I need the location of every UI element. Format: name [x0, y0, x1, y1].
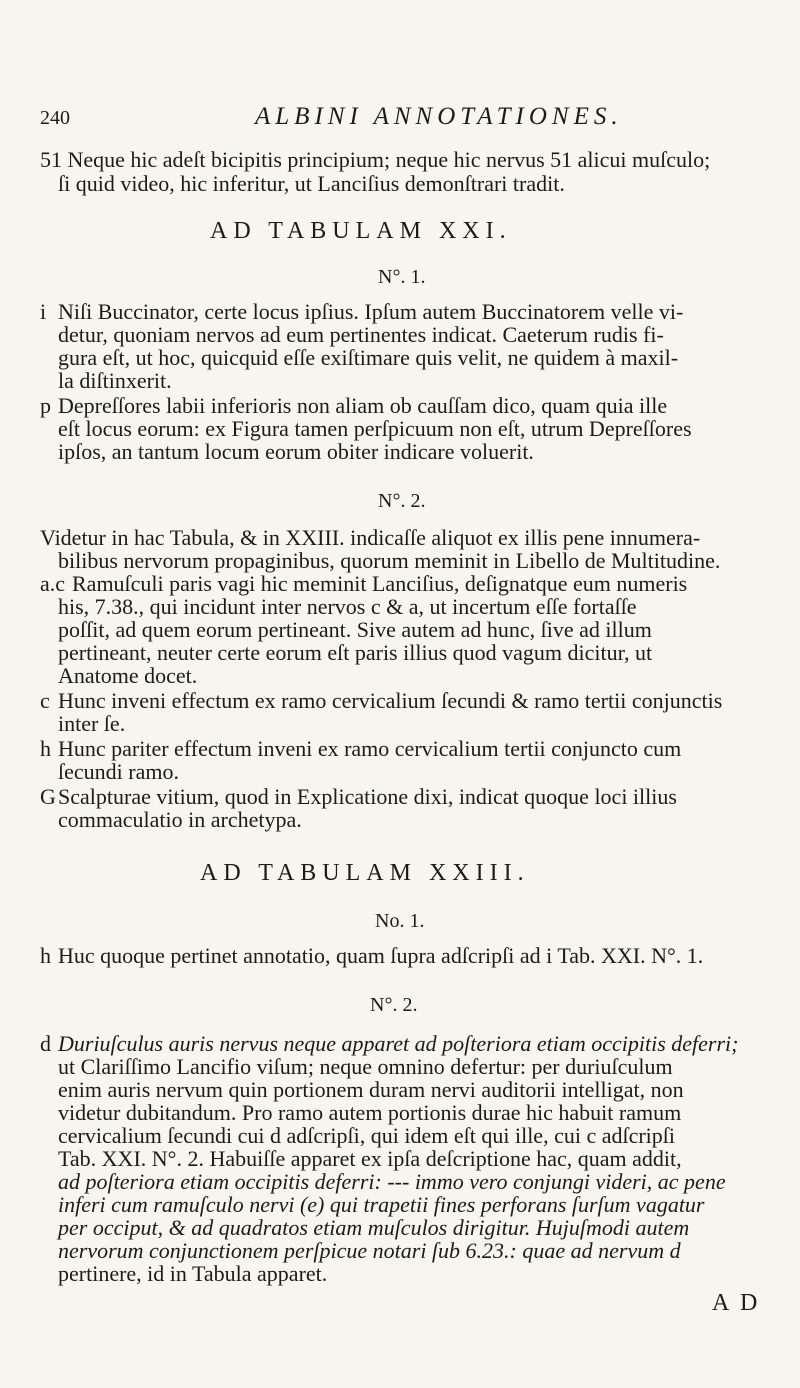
note-ac-letter: a.c	[40, 571, 66, 596]
note-i-line-4: la diſtinxerit.	[58, 368, 172, 393]
note-c-letter: c	[40, 688, 50, 713]
note-d-line-7: ad poſteriora etiam occipitis deferri: --- immo vero conjungi videri, ac pene	[58, 1169, 726, 1194]
note-xxiii-h-line-1: Huc quoque pertinet annotatio, quam ſupra adſcripſi ad i Tab. XXI. N°. 1.	[58, 943, 704, 968]
page-number: 240	[40, 107, 70, 129]
note-d-line-4: videtur dubitandum. Pro ramo autem portionis durae hic habuit ramum	[58, 1100, 682, 1125]
note-p-line-3: ipſos, an tantum locum eorum obiter indicare voluerit.	[58, 439, 534, 464]
note-p-line-1: Depreſſores labii inferioris non aliam ob cauſſam dico, quam quia ille	[58, 393, 668, 418]
note-d-line-11: pertinere, id in Tabula apparet.	[58, 1261, 328, 1286]
note-h-letter: h	[40, 736, 51, 761]
section-heading-tabula-xxiii: AD TABULAM XXIII.	[200, 860, 530, 886]
note-d-line-6: Tab. XXI. N°. 2. Habuiſſe apparet ex ipſa deſcriptione hac, quam addit,	[58, 1146, 682, 1171]
note-ac-line-5: Anatome docet.	[58, 663, 198, 688]
note-d-line-10: nervorum conjunctionem perſpicue notari ſub 6.23.: quae ad nervum d	[58, 1238, 681, 1263]
note-ac-line-4: pertineant, neuter certe eorum eſt paris illius quod vagum dicitur, ut	[58, 640, 653, 665]
note-d-line-9: per occiput, & ad quadratos etiam muſculos dirigitur. Hujuſmodi autem	[58, 1215, 690, 1240]
note-d-line-2: ut Clariſſimo Lancifio viſum; neque omnino defertur: per duriuſculum	[58, 1054, 673, 1079]
note-d-line-8: inferi cum ramuſculo nervi (e) qui trapetii fines perforans ſurſum vagatur	[58, 1192, 705, 1217]
note-d-letter: d	[40, 1031, 51, 1056]
note-c-line-2: inter ſe.	[58, 711, 126, 736]
note-d-line-3: enim auris nervum quin portionem duram nervi auditorii intelligat, non	[58, 1077, 684, 1102]
note-i-line-3: gura eſt, ut hoc, quicquid eſſe exiſtimare quis velit, ne quidem à maxil-	[58, 345, 679, 370]
running-title: ALBINI ANNOTATIONES.	[255, 103, 623, 130]
note-p-line-2: eſt locus eorum: ex Figura tamen perſpicuum non eſt, utrum Depreſſores	[58, 416, 692, 441]
section-heading-tabula-xxi: AD TABULAM XXI.	[210, 218, 512, 244]
note-i-line-1: Niſi Buccinator, certe locus ipſius. Ipſum autem Buccinatorem velle vi-	[58, 299, 684, 324]
note-ac-line-1: Ramuſculi paris vagi hic meminit Lanciſius, deſignatque eum numeris	[72, 571, 688, 596]
para-51-line-2: ſi quid video, hic inferitur, ut Lanciſius demonſtrari tradit.	[58, 171, 565, 196]
note-g-letter: G	[40, 784, 56, 809]
note-g-line-2: commaculatio in archetypa.	[58, 807, 302, 832]
running-head	[40, 103, 780, 143]
note-h-line-1: Hunc pariter effectum inveni ex ramo cervicalium tertii conjuncto cum	[58, 736, 682, 761]
note-c-line-1: Hunc inveni effectum ex ramo cervicalium ſecundi & ramo tertii conjunctis	[58, 688, 723, 713]
tabula-xxiii-number-1: No. 1.	[375, 910, 425, 932]
note-d-line-1: Duriuſculus auris nervus neque apparet ad poſteriora etiam occipitis deferri;	[58, 1031, 739, 1056]
note-h-line-2: ſecundi ramo.	[58, 759, 179, 784]
videtur-line-2: bilibus nervorum propaginibus, quorum meminit in Libello de Multitudine.	[58, 548, 721, 573]
note-ac-line-3: poſſit, ad quem eorum pertineant. Sive autem ad hunc, ſive ad illum	[58, 617, 652, 642]
note-g-line-1: Scalpturae vitium, quod in Explicatione dixi, indicat quoque loci illius	[58, 784, 677, 809]
note-d-line-5: cervicalium ſecundi cui d adſcripſi, qui idem eſt qui ille, cui c adſcripſi	[58, 1123, 676, 1148]
tabula-xxi-number-2: N°. 2.	[378, 490, 426, 512]
note-xxiii-h-letter: h	[40, 943, 51, 968]
tabula-xxi-number-1: N°. 1.	[378, 266, 426, 288]
catchword: A D	[712, 1290, 761, 1316]
note-i-letter: i	[40, 299, 47, 324]
note-ac-line-2: his, 7.38., qui incidunt inter nervos c & a, ut incertum eſſe fortaſſe	[58, 594, 637, 619]
tabula-xxiii-number-2: N°. 2.	[370, 994, 418, 1016]
videtur-line-1: Videtur in hac Tabula, & in XXIII. indicaſſe aliquot ex illis pene innumera-	[40, 525, 701, 550]
note-p-letter: p	[40, 393, 51, 418]
note-i-line-2: detur, quoniam nervos ad eum pertinentes indicat. Caeterum rudis fi-	[58, 322, 664, 347]
para-51-line-1: 51 Neque hic adeſt bicipitis principium; neque hic nervus 51 alicui muſculo;	[40, 147, 711, 172]
